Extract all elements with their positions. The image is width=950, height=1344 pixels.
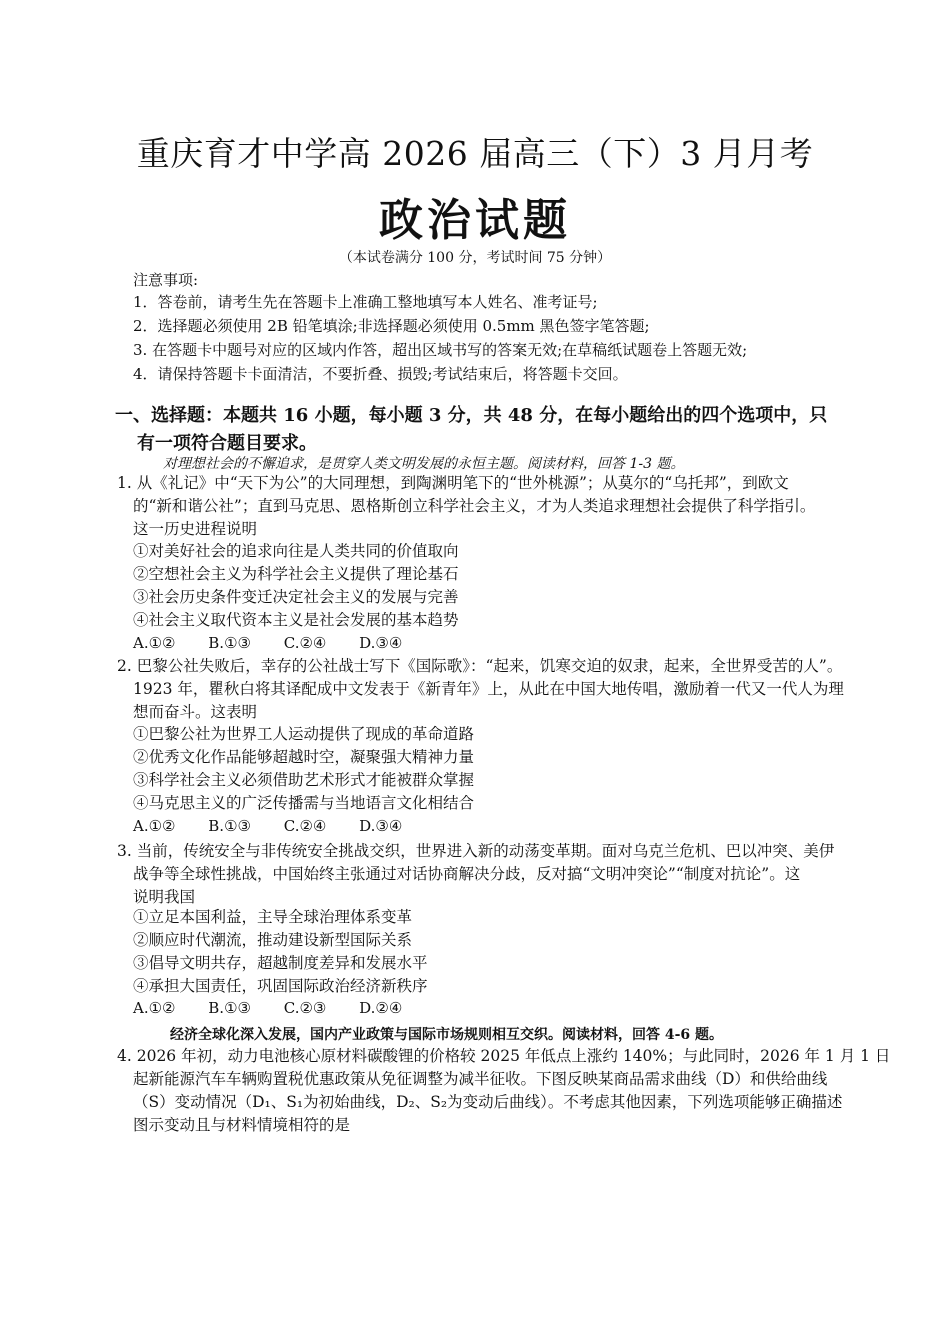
choice-a: A.①② — [133, 817, 176, 835]
question-text-line: 3. 当前，传统安全与非传统安全挑战交织，世界进入新的动荡变革期。面对乌克兰危机、巴以冲突、美伊 — [117, 842, 835, 860]
option-statement: ②空想社会主义为科学社会主义提供了理论基石 — [133, 565, 459, 583]
question-4-stem — [117, 1045, 891, 1137]
question-text-line: 想而奋斗。这表明 — [133, 703, 258, 721]
option-statement: ③科学社会主义必须借助艺术形式才能被群众掌握 — [133, 771, 475, 789]
option-statement: ③社会历史条件变迁决定社会主义的发展与完善 — [133, 588, 459, 606]
notice-item: 4．请保持答题卡卡面清洁，不要折叠、损毁;考试结束后，将答题卡交回。 — [133, 365, 628, 383]
question-2-stem — [117, 655, 842, 724]
choice-b: B.①③ — [208, 999, 251, 1017]
choice-b: B.①③ — [208, 634, 251, 652]
section-heading-line: 一、选择题：本题共 16 小题，每小题 3 分，共 48 分，在每小题给出的四个选项中，只 — [115, 405, 828, 426]
notice-list — [133, 290, 747, 386]
question-2-options — [133, 723, 474, 815]
question-2-choices — [133, 817, 430, 835]
question-text-line: 2. 巴黎公社失败后，幸存的公社战士写下《国际歌》：“起来，饥寒交迫的奴隶，起来，全世界受苦的人”。 — [117, 657, 843, 675]
choice-c: C.②③ — [283, 999, 327, 1017]
option-statement: ①对美好社会的追求向往是人类共同的价值取向 — [133, 542, 459, 560]
question-1-choices — [133, 634, 430, 652]
choice-a: A.①② — [133, 999, 176, 1017]
question-3-choices — [133, 999, 430, 1017]
question-text-line: 战争等全球性挑战，中国始终主张通过对话协商解决分歧，反对搞“文明冲突论”“制度对抗论”。这 — [133, 865, 801, 883]
school-title: 重庆育才中学高 2026 届高三（下）3 月月考 — [136, 134, 814, 173]
question-text-line: 说明我国 — [133, 888, 196, 906]
question-1-stem — [117, 472, 842, 541]
question-3-options — [133, 906, 428, 998]
question-text-line: 起新能源汽车车辆购置税优惠政策从免征调整为减半征收。下图反映某商品需求曲线（D）和供给曲线 — [133, 1070, 828, 1088]
choice-b: B.①③ — [208, 817, 251, 835]
question-1-options — [133, 540, 459, 632]
option-statement: ③倡导文明共存，超越制度差异和发展水平 — [133, 954, 428, 972]
option-statement: ①立足本国利益，主导全球治理体系变革 — [133, 908, 413, 926]
section-heading-line: 有一项符合题目要求。 — [137, 433, 317, 454]
question-text-line: 1923 年，瞿秋白将其译配成中文发表于《新青年》上，从此在中国大地传唱，激励着一代又一代人为理 — [133, 680, 844, 698]
subject-title: 政治试题 — [379, 195, 571, 246]
option-statement: ④社会主义取代资本主义是社会发展的基本趋势 — [133, 611, 459, 629]
notice-item: 1．答卷前，请考生先在答题卡上准确工整地填写本人姓名、准考证号; — [133, 293, 598, 311]
option-statement: ②顺应时代潮流，推动建设新型国际关系 — [133, 931, 413, 949]
notice-item: 2．选择题必须使用 2B 铅笔填涂;非选择题必须使用 0.5mm 黑色签字笔答题; — [133, 317, 650, 335]
question-text-line: 这一历史进程说明 — [133, 520, 258, 538]
notice-heading: 注意事项: — [133, 271, 199, 289]
question-text-line: 1. 从《礼记》中“天下为公”的大同理想，到陶渊明笔下的“世外桃源”；从莫尔的“乌托邦”，到欧文 — [117, 474, 789, 492]
question-text-line: 的“新和谐公社”；直到马克思、恩格斯创立科学社会主义，才为人类追求理想社会提供了科学指引。 — [133, 497, 816, 515]
choice-c: C.②④ — [283, 817, 327, 835]
choice-d: D.②④ — [359, 999, 403, 1017]
option-statement: ②优秀文化作品能够超越时空，凝聚强大精神力量 — [133, 748, 475, 766]
question-3-stem — [117, 840, 842, 909]
question-text-line: 图示变动且与材料情境相符的是 — [133, 1116, 351, 1134]
choice-d: D.③④ — [359, 817, 403, 835]
option-statement: ④马克思主义的广泛传播需与当地语言文化相结合 — [133, 794, 475, 812]
material-intro: 经济全球化深入发展，国内产业政策与国际市场规则相互交织。阅读材料，回答 4-6 题。 — [170, 1027, 724, 1043]
material-intro: 对理想社会的不懈追求，是贯穿人类文明发展的永恒主题。阅读材料，回答 1-3 题。 — [163, 456, 685, 472]
choice-c: C.②④ — [283, 634, 327, 652]
choice-d: D.③④ — [359, 634, 403, 652]
section-heading — [115, 402, 845, 458]
exam-info: （本试卷满分 100 分，考试时间 75 分钟） — [338, 250, 612, 266]
option-statement: ④承担大国责任，巩固国际政治经济新秩序 — [133, 977, 428, 995]
option-statement: ①巴黎公社为世界工人运动提供了现成的革命道路 — [133, 725, 475, 743]
notice-item: 3. 在答题卡中题号对应的区域内作答，超出区域书写的答案无效;在草稿纸试题卷上答题无效; — [133, 341, 748, 359]
question-text-line: 4. 2026 年初，动力电池核心原材料碳酸锂的价格较 2025 年低点上涨约 140%；与此同时，2026 年 1 月 1 日 — [117, 1047, 891, 1065]
question-text-line: （S）变动情况（D₁、S₁为初始曲线，D₂、S₂为变动后曲线）。不考虑其他因素，下列选项能够正确描述 — [133, 1093, 843, 1111]
choice-a: A.①② — [133, 634, 176, 652]
